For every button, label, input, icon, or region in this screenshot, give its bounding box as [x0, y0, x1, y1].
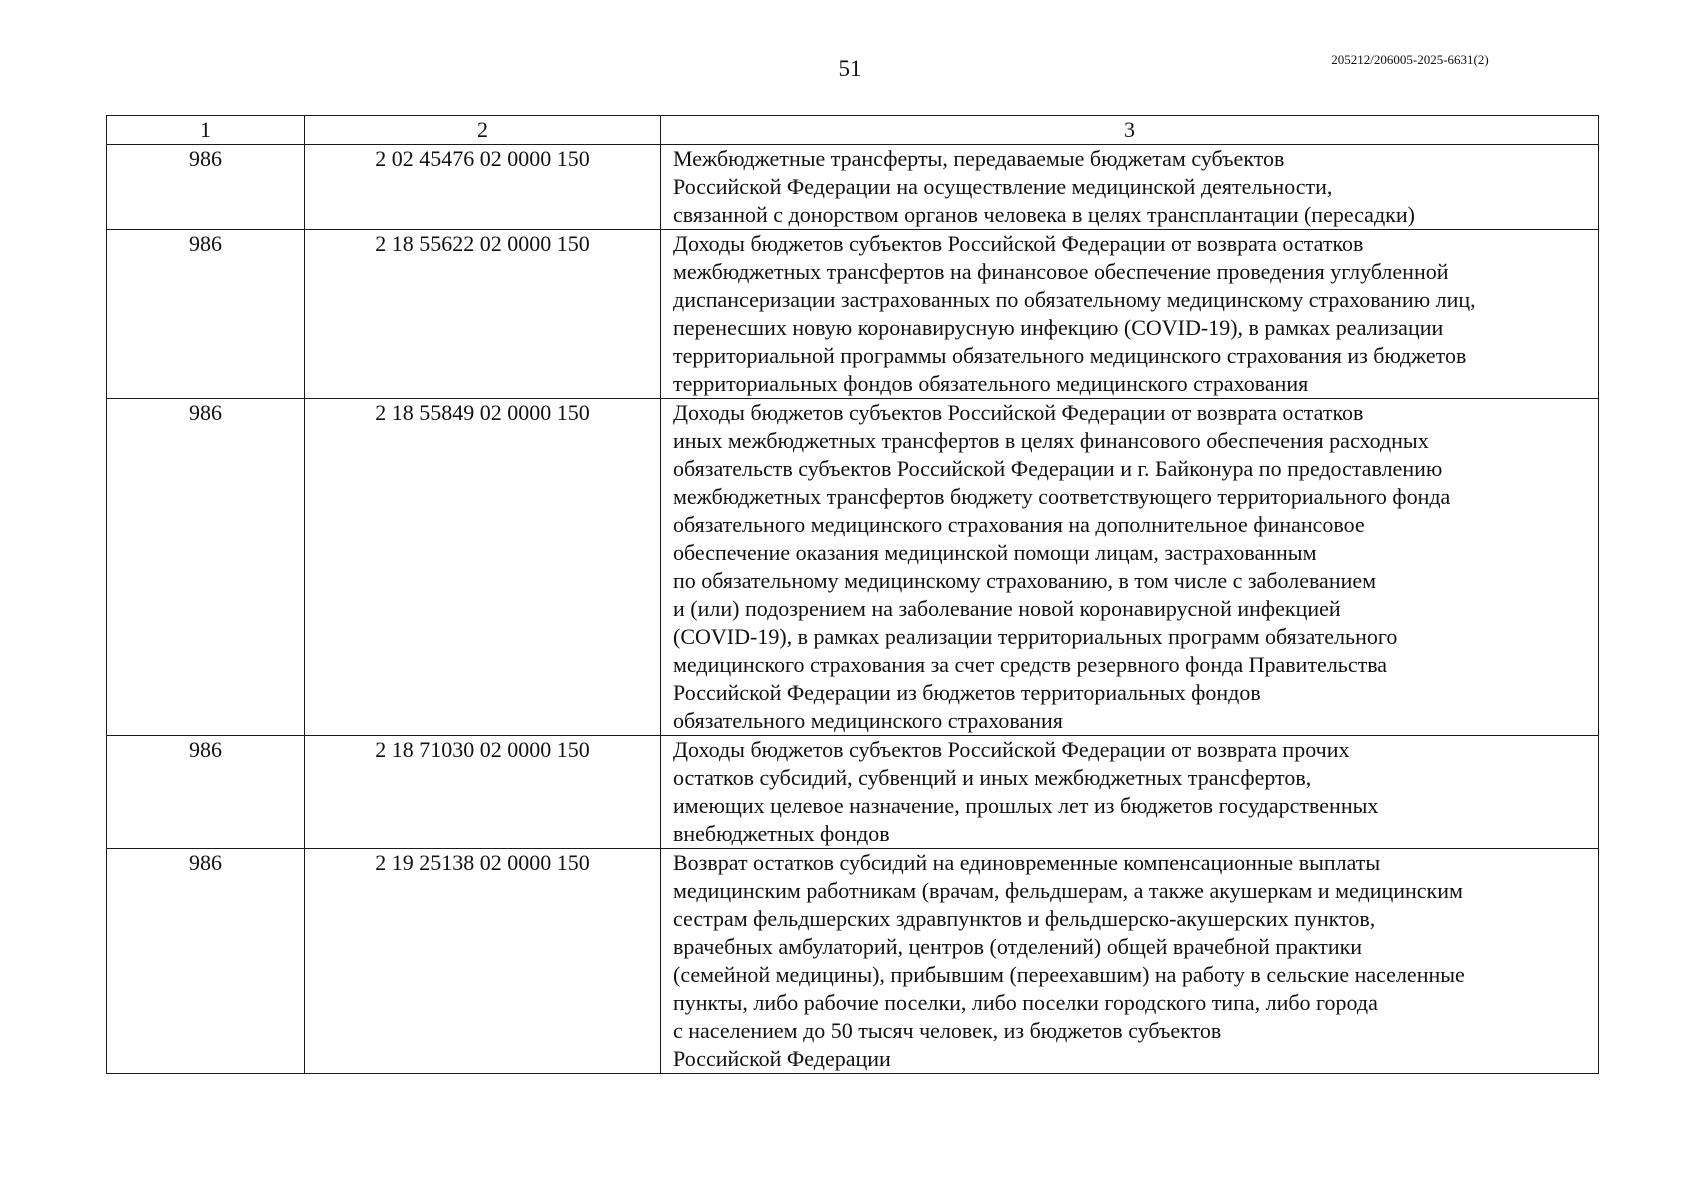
- description-line: сестрам фельдшерских здравпунктов и фельдшерско-акушерских пунктов,: [673, 906, 1376, 931]
- description-line: Российской Федерации из бюджетов территориальных фондов: [673, 680, 1261, 705]
- description-cell: [661, 849, 1599, 1074]
- description-line: Российской Федерации: [673, 1046, 891, 1071]
- description-line: обязательного медицинского страхования на дополнительное финансовое: [673, 512, 1365, 537]
- description-line: по обязательному медицинскому страхованию, в том числе с заболеванием: [673, 568, 1377, 593]
- page-number: 51: [838, 56, 862, 81]
- description-line: (COVID-19), в рамках реализации территориальных программ обязательного: [673, 624, 1398, 649]
- administrator-code-cell: 986: [107, 145, 305, 230]
- description-cell: [661, 736, 1599, 849]
- description-line: внебюджетных фондов: [673, 821, 890, 846]
- description-line: Доходы бюджетов субъектов Российской Федерации от возврата остатков: [673, 400, 1364, 425]
- description-line: обязательств субъектов Российской Федерации и г. Байконура по предоставлению: [673, 456, 1443, 481]
- description-line: (семейной медицины), прибывшим (переехавшим) на работу в сельские населенные: [673, 962, 1465, 987]
- description-line: Возврат остатков субсидий на единовременные компенсационные выплаты: [673, 850, 1381, 875]
- description-line: межбюджетных трансфертов на финансовое обеспечение проведения углубленной: [673, 259, 1449, 284]
- administrator-code-cell: 986: [107, 399, 305, 736]
- description-line: и (или) подозрением на заболевание новой коронавирусной инфекцией: [673, 596, 1341, 621]
- administrator-code-cell: 986: [107, 849, 305, 1074]
- description-cell: [661, 399, 1599, 736]
- description-line: обеспечение оказания медицинской помощи лицам, застрахованным: [673, 540, 1317, 565]
- document-id: 205212/206005-2025-6631(2): [1331, 52, 1489, 67]
- description-line: Доходы бюджетов субъектов Российской Федерации от возврата остатков: [673, 231, 1364, 256]
- table-row: [107, 849, 1599, 1074]
- budget-classification-code-cell: 2 02 45476 02 0000 150: [305, 145, 661, 230]
- budget-classification-code-cell: 2 19 25138 02 0000 150: [305, 849, 661, 1074]
- budget-codes-table: [106, 115, 1599, 1074]
- description-line: Российской Федерации на осуществление медицинской деятельности,: [673, 174, 1333, 199]
- table-header-row: [107, 116, 1599, 145]
- budget-classification-code-cell: 2 18 55622 02 0000 150: [305, 230, 661, 399]
- description-line: диспансеризации застрахованных по обязательному медицинскому страхованию лиц,: [673, 287, 1476, 312]
- description-line: медицинским работникам (врачам, фельдшерам, а также акушеркам и медицинским: [673, 878, 1463, 903]
- column-header-3: 3: [661, 116, 1599, 145]
- column-header-1: 1: [107, 116, 305, 145]
- administrator-code-cell: 986: [107, 230, 305, 399]
- description-line: с населением до 50 тысяч человек, из бюджетов субъектов: [673, 1018, 1222, 1043]
- column-header-2: 2: [305, 116, 661, 145]
- description-cell: [661, 145, 1599, 230]
- table-row: [107, 399, 1599, 736]
- description-line: связанной с донорством органов человека в целях трансплантации (пересадки): [673, 202, 1415, 227]
- budget-classification-code-cell: 2 18 55849 02 0000 150: [305, 399, 661, 736]
- table-row: [107, 230, 1599, 399]
- description-line: межбюджетных трансфертов бюджету соответствующего территориального фонда: [673, 484, 1451, 509]
- description-line: территориальной программы обязательного медицинского страхования из бюджетов: [673, 343, 1467, 368]
- description-line: обязательного медицинского страхования: [673, 708, 1063, 733]
- table-row: [107, 145, 1599, 230]
- description-line: иных межбюджетных трансфертов в целях финансового обеспечения расходных: [673, 428, 1429, 453]
- description-line: территориальных фондов обязательного медицинского страхования: [673, 371, 1309, 396]
- description-cell: [661, 230, 1599, 399]
- table-row: [107, 736, 1599, 849]
- description-line: Межбюджетные трансферты, передаваемые бюджетам субъектов: [673, 146, 1285, 171]
- description-line: остатков субсидий, субвенций и иных межбюджетных трансфертов,: [673, 765, 1312, 790]
- administrator-code-cell: 986: [107, 736, 305, 849]
- description-line: перенесших новую коронавирусную инфекцию (COVID-19), в рамках реализации: [673, 315, 1444, 340]
- description-line: Доходы бюджетов субъектов Российской Федерации от возврата прочих: [673, 737, 1350, 762]
- description-line: врачебных амбулаторий, центров (отделений) общей врачебной практики: [673, 934, 1363, 959]
- description-line: имеющих целевое назначение, прошлых лет из бюджетов государственных: [673, 793, 1379, 818]
- budget-classification-code-cell: 2 18 71030 02 0000 150: [305, 736, 661, 849]
- description-line: медицинского страхования за счет средств резервного фонда Правительства: [673, 652, 1388, 677]
- description-line: пункты, либо рабочие поселки, либо поселки городского типа, либо города: [673, 990, 1378, 1015]
